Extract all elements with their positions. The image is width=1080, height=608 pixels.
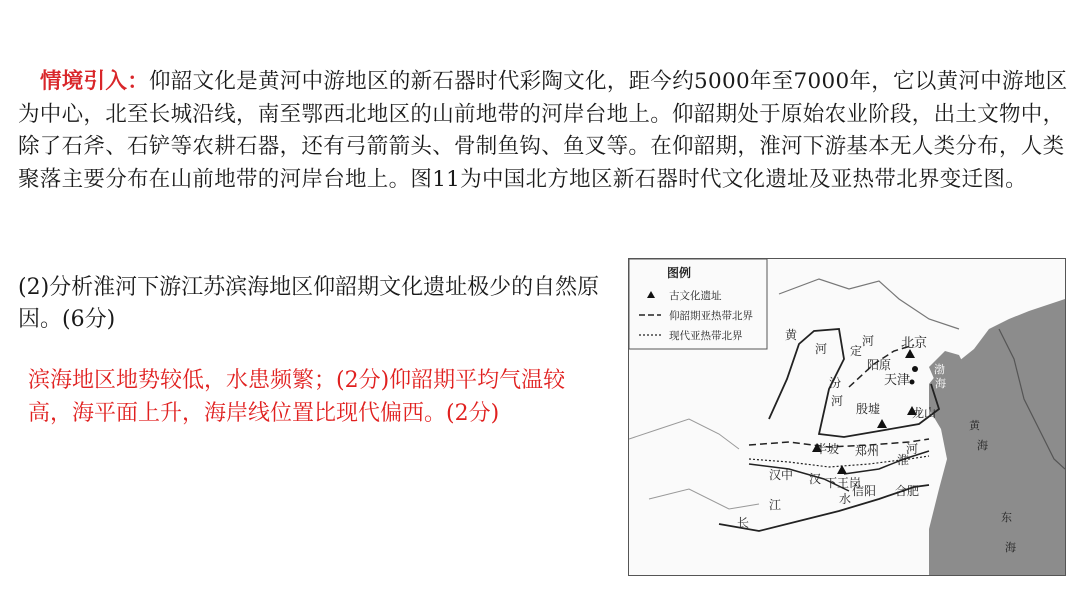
label-shui: 水 (839, 492, 852, 506)
city-marker (910, 380, 915, 385)
label-xiawang: 下王岗 (825, 476, 862, 490)
sea-area (929, 299, 1065, 575)
label-jiang: 江 (769, 498, 782, 512)
label-hai: 海 (935, 377, 946, 390)
mountain-line (649, 489, 759, 509)
answer-text: 滨海地区地势较低，水患频繁；(2分)仰韶期平均气温较高，海平面上升，海岸线位置比现代偏西。(2分) (28, 368, 566, 426)
label-han: 汉 (809, 472, 822, 486)
label-huang: 黄 (785, 328, 798, 342)
mountain-line (629, 419, 739, 449)
city-marker (912, 366, 918, 372)
intro-text: 仰韶文化是黄河中游地区的新石器时代彩陶文化，距今约5000年至7000年，它以黄河中游地区为中心，北至长城沿线，南至鄂西北地区的山前地带的河岸台地上。仰韶期处于原始农业阶段，出土文物中，除了石斧、石铲等农耕石器，还有弓箭箭头、骨制鱼钩、鱼叉等。在仰韶期，淮河下游基本无人类分布，人类聚落主要分布在山前地带的河岸台地上。图11为中国北方地区新石器时代文化遗址及亚热带北界变迁图。 (18, 69, 1068, 192)
label-hai3: 海 (1005, 541, 1016, 554)
legend-modern-label: 现代亚热带北界 (669, 330, 743, 342)
label-hanzhong: 汉中 (769, 468, 794, 482)
label-fen: 汾 (829, 376, 842, 390)
label-ding: 定 (850, 344, 863, 358)
label-huang2: 黄 (969, 419, 980, 432)
label-he3: 河 (831, 394, 844, 408)
legend-site-label: 古文化遗址 (669, 290, 722, 302)
label-yangyuan: 阳原 (867, 358, 892, 372)
label-longshan: 龙山 (912, 406, 937, 420)
label-he2: 河 (862, 334, 875, 348)
intro-paragraph (18, 66, 1068, 196)
label-hai2: 海 (977, 439, 988, 452)
question-text: (2)分析淮河下游江苏滨海地区仰韶期文化遗址极少的自然原因。(6分) (18, 275, 600, 332)
label-hefei: 合肥 (895, 484, 920, 498)
label-chang: 长 (737, 516, 750, 530)
label-xinyang: 信阳 (852, 484, 877, 498)
label-huai: 淮 (897, 453, 910, 467)
label-dong: 东 (1001, 511, 1012, 524)
label-zhengzhou: 郑州 (855, 444, 880, 458)
mountain-line (779, 279, 959, 329)
label-beijing: 北京 (901, 336, 928, 351)
legend-yangshao-label: 仰韶期亚热带北界 (669, 310, 753, 322)
label-banpo: 半坡 (815, 442, 840, 456)
label-he4: 河 (906, 442, 919, 456)
label-tianjin: 天津 (884, 373, 911, 388)
site-marker (877, 419, 887, 428)
map-svg (629, 259, 1065, 575)
intro-lead: 情境引入： (40, 69, 150, 94)
label-he: 河 (815, 342, 828, 356)
legend-title: 图例 (667, 266, 692, 280)
label-bo: 渤 (934, 363, 945, 376)
label-yin: 殷墟 (856, 402, 881, 416)
site-map (628, 258, 1066, 576)
